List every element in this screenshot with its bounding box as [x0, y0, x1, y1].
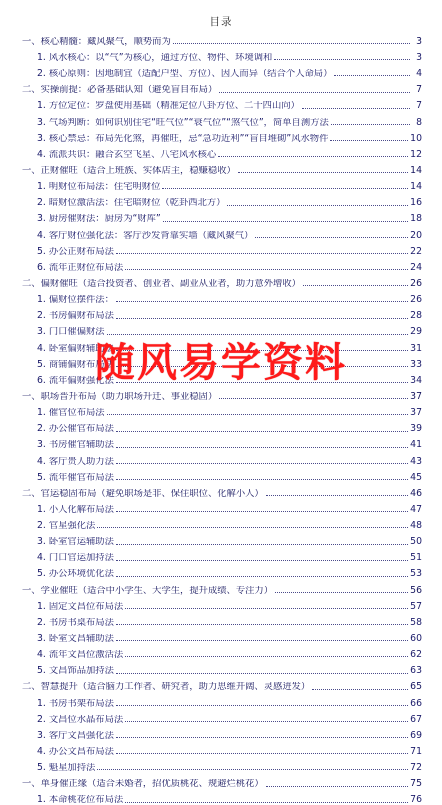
- toc-page-number: 4: [416, 68, 422, 80]
- toc-subsection-entry[interactable]: [22, 514, 422, 530]
- toc-entry-title: 5. 商铺偏财布局法: [37, 359, 114, 369]
- dot-leader: [116, 350, 408, 351]
- toc-entry-title: 1. 催官位布局法: [37, 408, 105, 418]
- toc-subsection-entry[interactable]: [22, 708, 422, 724]
- toc-entry-title: 3. 门口催偏财法: [37, 327, 105, 337]
- dot-leader: [116, 253, 408, 254]
- dot-leader: [116, 560, 408, 561]
- toc-section-entry[interactable]: [22, 385, 422, 401]
- toc-section-entry[interactable]: [22, 482, 422, 498]
- toc-entry-title: 1. 小人化解布局法: [37, 504, 114, 515]
- dot-leader: [116, 673, 408, 674]
- dot-leader: [334, 75, 410, 76]
- toc-entry-title: 一、职场晋升布局（助力职场升迁、事业稳固）: [22, 391, 218, 402]
- toc-page-number: 7: [416, 100, 422, 112]
- dot-leader: [116, 431, 408, 432]
- toc-subsection-entry[interactable]: [22, 611, 422, 627]
- dot-leader: [116, 479, 408, 480]
- watermark-text: 随风易学资料: [95, 340, 347, 386]
- dot-leader: [116, 463, 408, 464]
- toc-subsection-entry[interactable]: [22, 417, 422, 433]
- toc-subsection-entry[interactable]: [22, 353, 422, 369]
- toc-entry-title: 二、实操前提：必备基础认知（避免盲目布局）: [22, 85, 218, 95]
- toc-entry-title: 一、正财催旺（适合上班族、实体店主，稳赚稳收）: [22, 165, 236, 176]
- dot-leader: [275, 592, 408, 593]
- dot-leader: [125, 269, 408, 270]
- dot-leader: [219, 398, 408, 399]
- toc-page-number: 51: [410, 552, 422, 564]
- toc-entry-title: 5. 办公环境优化法: [37, 569, 114, 579]
- toc-page-number: 37: [410, 407, 422, 419]
- toc-page-number: 67: [410, 713, 422, 725]
- toc-subsection-entry[interactable]: [22, 547, 422, 563]
- toc-entry-title: 1. 书房书架布局法: [37, 698, 114, 708]
- dot-leader: [116, 737, 408, 738]
- dot-leader: [116, 624, 408, 625]
- toc-subsection-entry[interactable]: [22, 337, 422, 353]
- toc-page-number: 12: [410, 148, 422, 160]
- toc-entry-title: 2. 文昌位水晶布局法: [37, 714, 124, 725]
- toc-page-number: 22: [410, 245, 422, 257]
- toc-entry-title: 1. 本命桃花位布局法: [37, 795, 124, 805]
- toc-entry-title: 一、学业催旺（适合中小学生、大学生，提升成绩、专注力）: [22, 585, 274, 595]
- toc-subsection-entry[interactable]: [22, 659, 422, 675]
- toc-entry-title: 5. 流年催官布局法: [37, 472, 114, 482]
- toc-subsection-entry[interactable]: [22, 111, 422, 127]
- toc-subsection-entry[interactable]: [22, 191, 422, 207]
- dot-leader: [330, 140, 408, 141]
- toc-page-number: 72: [410, 762, 422, 774]
- toc-subsection-entry[interactable]: [22, 756, 422, 772]
- toc-page-number: 29: [410, 326, 422, 338]
- toc-entry-title: 4. 办公文昌布局法: [37, 747, 114, 757]
- toc-entry-title: 4. 卧室偏财辅助法: [37, 343, 114, 353]
- toc-entry-title: 3. 气场判断：如何识别住宅“旺气位”“衰气位”“煞气位”，简单自测方法: [37, 117, 329, 127]
- toc-entry-title: 3. 卧室官运辅助法: [37, 537, 114, 547]
- toc-page-number: 45: [410, 471, 422, 483]
- toc-entry-title: 3. 厨房催财法：厨房为“财库”: [37, 214, 161, 224]
- toc-subsection-entry[interactable]: [22, 62, 422, 78]
- dot-leader: [125, 802, 408, 803]
- page-title: 目录: [209, 16, 233, 28]
- dot-leader: [274, 59, 410, 60]
- toc-entry-title: 2. 书房偏财布局法: [37, 311, 114, 321]
- toc-entry-title: 一、单身催正缘（适合未婚者，招优质桃花、规避烂桃花）: [22, 779, 264, 789]
- toc-entry-title: 2. 核心原则：因地制宜（适配户型、方位）、因人而异（结合个人命局）: [37, 69, 333, 79]
- toc-page-number: 24: [410, 261, 422, 273]
- toc-page-number: 48: [410, 520, 422, 532]
- toc-page-number: 47: [410, 503, 422, 515]
- toc-entry-title: 2. 办公催官布局法: [37, 424, 114, 434]
- dot-leader: [163, 221, 408, 222]
- toc-subsection-entry[interactable]: [22, 401, 422, 417]
- toc-subsection-entry[interactable]: [22, 692, 422, 708]
- toc-page-number: 20: [410, 229, 422, 241]
- toc-page-number: 76: [410, 794, 422, 805]
- dot-leader: [227, 205, 408, 206]
- toc-entry-title: 一、核心精髓：藏风聚气，顺势而为: [22, 36, 171, 47]
- dot-leader: [302, 108, 410, 109]
- toc-subsection-entry[interactable]: [22, 740, 422, 756]
- dot-leader: [116, 301, 408, 302]
- toc-page-number: 39: [410, 423, 422, 435]
- toc-entry-title: 二、官运稳固布局（避免职场是非、保住职位、化解小人）: [22, 488, 264, 499]
- toc-page-number: 34: [410, 374, 422, 386]
- toc-subsection-entry[interactable]: [22, 95, 422, 111]
- toc-entry-title: 4. 门口官运加持法: [37, 553, 114, 563]
- toc-subsection-entry[interactable]: [22, 724, 422, 740]
- dot-leader: [97, 527, 408, 528]
- toc-entry-title: 2. 暗财位激活法：住宅暗财位（乾卦西北方）: [37, 198, 226, 208]
- dot-leader: [116, 318, 408, 319]
- toc-page-number: 46: [410, 487, 422, 499]
- toc-page-number: 41: [410, 439, 422, 451]
- toc-entry-title: 1. 明财位布局法：住宅明财位: [37, 182, 161, 192]
- toc-entry-title: 二、智慧提升（适合脑力工作者、研究者，助力思维开阔、灵感迸发）: [22, 682, 311, 692]
- toc-page-number: 33: [410, 358, 422, 370]
- toc-page-number: 14: [410, 164, 422, 176]
- toc-page-number: 3: [416, 51, 422, 63]
- toc-entry-title: 6. 流年正财位布局法: [37, 262, 124, 273]
- toc-page-number: 57: [410, 600, 422, 612]
- dot-leader: [116, 640, 408, 641]
- toc-entry-title: 3. 书房催官辅助法: [37, 440, 114, 450]
- toc-subsection-entry[interactable]: [22, 450, 422, 466]
- dot-leader: [116, 544, 408, 545]
- toc-page-number: 63: [410, 665, 422, 677]
- dot-leader: [107, 414, 409, 415]
- dot-leader: [218, 156, 408, 157]
- dot-leader: [116, 447, 408, 448]
- toc-subsection-entry[interactable]: [22, 208, 422, 224]
- toc-page-number: 10: [410, 132, 422, 144]
- toc-subsection-entry[interactable]: [22, 530, 422, 546]
- toc-entry-title: 6. 流年偏财强化法: [37, 375, 114, 386]
- dot-leader: [312, 689, 408, 690]
- toc-subsection-entry[interactable]: [22, 256, 422, 272]
- toc-section-entry[interactable]: [22, 272, 422, 288]
- toc-section-entry[interactable]: [22, 676, 422, 692]
- toc-page-number: 8: [416, 116, 422, 128]
- dot-leader: [116, 753, 408, 754]
- toc-page-number: 71: [410, 746, 422, 758]
- dot-leader: [303, 285, 408, 286]
- toc-entry-title: 4. 客厅财位强化法：客厅沙发背靠实墙（藏风聚气）: [37, 230, 254, 240]
- toc-subsection-entry[interactable]: [22, 563, 422, 579]
- toc-entry-title: 4. 流年文昌位激活法: [37, 650, 124, 660]
- toc-subsection-entry[interactable]: [22, 498, 422, 514]
- toc-entry-title: 1. 风水核心：以“气”为核心，通过方位、物件、环境调和: [37, 52, 273, 63]
- toc-page-number: 14: [410, 181, 422, 193]
- toc-section-entry[interactable]: [22, 579, 422, 595]
- toc-page-number: 60: [410, 633, 422, 645]
- toc-subsection-entry[interactable]: [22, 304, 422, 320]
- toc-page-number: 18: [410, 213, 422, 225]
- dot-leader: [125, 608, 408, 609]
- toc-page-number: 26: [410, 277, 422, 289]
- toc-page-number: 37: [410, 390, 422, 402]
- toc-subsection-entry[interactable]: [22, 240, 422, 256]
- dot-leader: [116, 511, 408, 512]
- toc-page-number: 43: [410, 455, 422, 467]
- toc-page-number: 31: [410, 342, 422, 354]
- toc-section-entry[interactable]: [22, 159, 422, 175]
- dot-leader: [266, 495, 408, 496]
- dot-leader: [116, 705, 408, 706]
- dot-leader: [173, 43, 410, 44]
- toc-entry-title: 1. 偏财位摆件法：: [37, 295, 114, 305]
- toc-entry-title: 5. 文昌饰品加持法: [37, 666, 114, 676]
- dot-leader: [97, 769, 408, 770]
- table-of-contents: [22, 30, 422, 805]
- toc-subsection-entry[interactable]: [22, 369, 422, 385]
- toc-entry-title: 5. 办公正财布局法: [37, 246, 114, 256]
- toc-subsection-entry[interactable]: [22, 143, 422, 159]
- toc-entry-title: 3. 卧室文昌辅助法: [37, 634, 114, 644]
- toc-subsection-entry[interactable]: [22, 627, 422, 643]
- toc-page-number: 28: [410, 310, 422, 322]
- dot-leader: [116, 366, 408, 367]
- dot-leader: [116, 382, 408, 383]
- toc-page-number: 53: [410, 568, 422, 580]
- toc-page-number: 66: [410, 697, 422, 709]
- toc-subsection-entry[interactable]: [22, 175, 422, 191]
- toc-entry-title: 4. 客厅贵人助力法: [37, 456, 114, 466]
- toc-page-number: 69: [410, 729, 422, 741]
- toc-page-number: 75: [410, 778, 422, 790]
- toc-entry-title: 4. 流派共识：融合玄空飞星、八宅风水核心: [37, 149, 217, 160]
- toc-page-number: 3: [416, 35, 422, 47]
- toc-section-entry[interactable]: [22, 78, 422, 94]
- toc-subsection-entry[interactable]: [22, 46, 422, 62]
- toc-page-number: 50: [410, 536, 422, 548]
- toc-entry-title: 2. 书房书桌布局法: [37, 617, 114, 628]
- dot-leader: [219, 92, 410, 93]
- dot-leader: [162, 188, 408, 189]
- toc-page-number: 65: [410, 681, 422, 693]
- toc-subsection-entry[interactable]: [22, 466, 422, 482]
- toc-subsection-entry[interactable]: [22, 434, 422, 450]
- dot-leader: [255, 237, 408, 238]
- dot-leader: [116, 576, 408, 577]
- toc-subsection-entry[interactable]: [22, 643, 422, 659]
- dot-leader: [125, 721, 408, 722]
- dot-leader: [125, 656, 408, 657]
- toc-section-entry[interactable]: [22, 772, 422, 788]
- toc-entry-title: 5. 魁星加持法: [37, 763, 96, 773]
- toc-subsection-entry[interactable]: [22, 127, 422, 143]
- dot-leader: [266, 786, 408, 787]
- toc-entry-title: 3. 核心禁忌：布局先化煞，再催旺，忌“急功近利”“盲目堆砌”风水物件: [37, 133, 329, 143]
- toc-page-number: 7: [416, 84, 422, 96]
- toc-subsection-entry[interactable]: [22, 595, 422, 611]
- toc-subsection-entry[interactable]: [22, 288, 422, 304]
- toc-entry-title: 2. 官星强化法: [37, 521, 96, 531]
- toc-subsection-entry[interactable]: [22, 224, 422, 240]
- dot-leader: [238, 172, 408, 173]
- toc-page-number: 16: [410, 197, 422, 209]
- toc-subsection-entry[interactable]: [22, 789, 422, 805]
- toc-page-number: 26: [410, 294, 422, 306]
- toc-entry-title: 1. 方位定位：罗盘使用基础（精准定位八卦方位、二十四山向）: [37, 101, 300, 111]
- toc-page-number: 56: [410, 584, 422, 596]
- toc-entry-title: 3. 客厅文昌强化法: [37, 730, 114, 741]
- toc-entry-title: 1. 固定文昌位布局法: [37, 601, 124, 612]
- toc-page-number: 58: [410, 616, 422, 628]
- toc-entry-title: 二、偏财催旺（适合投资者、创业者、副业从业者，助力意外增收）: [22, 278, 301, 289]
- toc-subsection-entry[interactable]: [22, 321, 422, 337]
- toc-section-entry[interactable]: [22, 30, 422, 46]
- toc-page-number: 62: [410, 649, 422, 661]
- dot-leader: [331, 124, 410, 125]
- dot-leader: [107, 334, 409, 335]
